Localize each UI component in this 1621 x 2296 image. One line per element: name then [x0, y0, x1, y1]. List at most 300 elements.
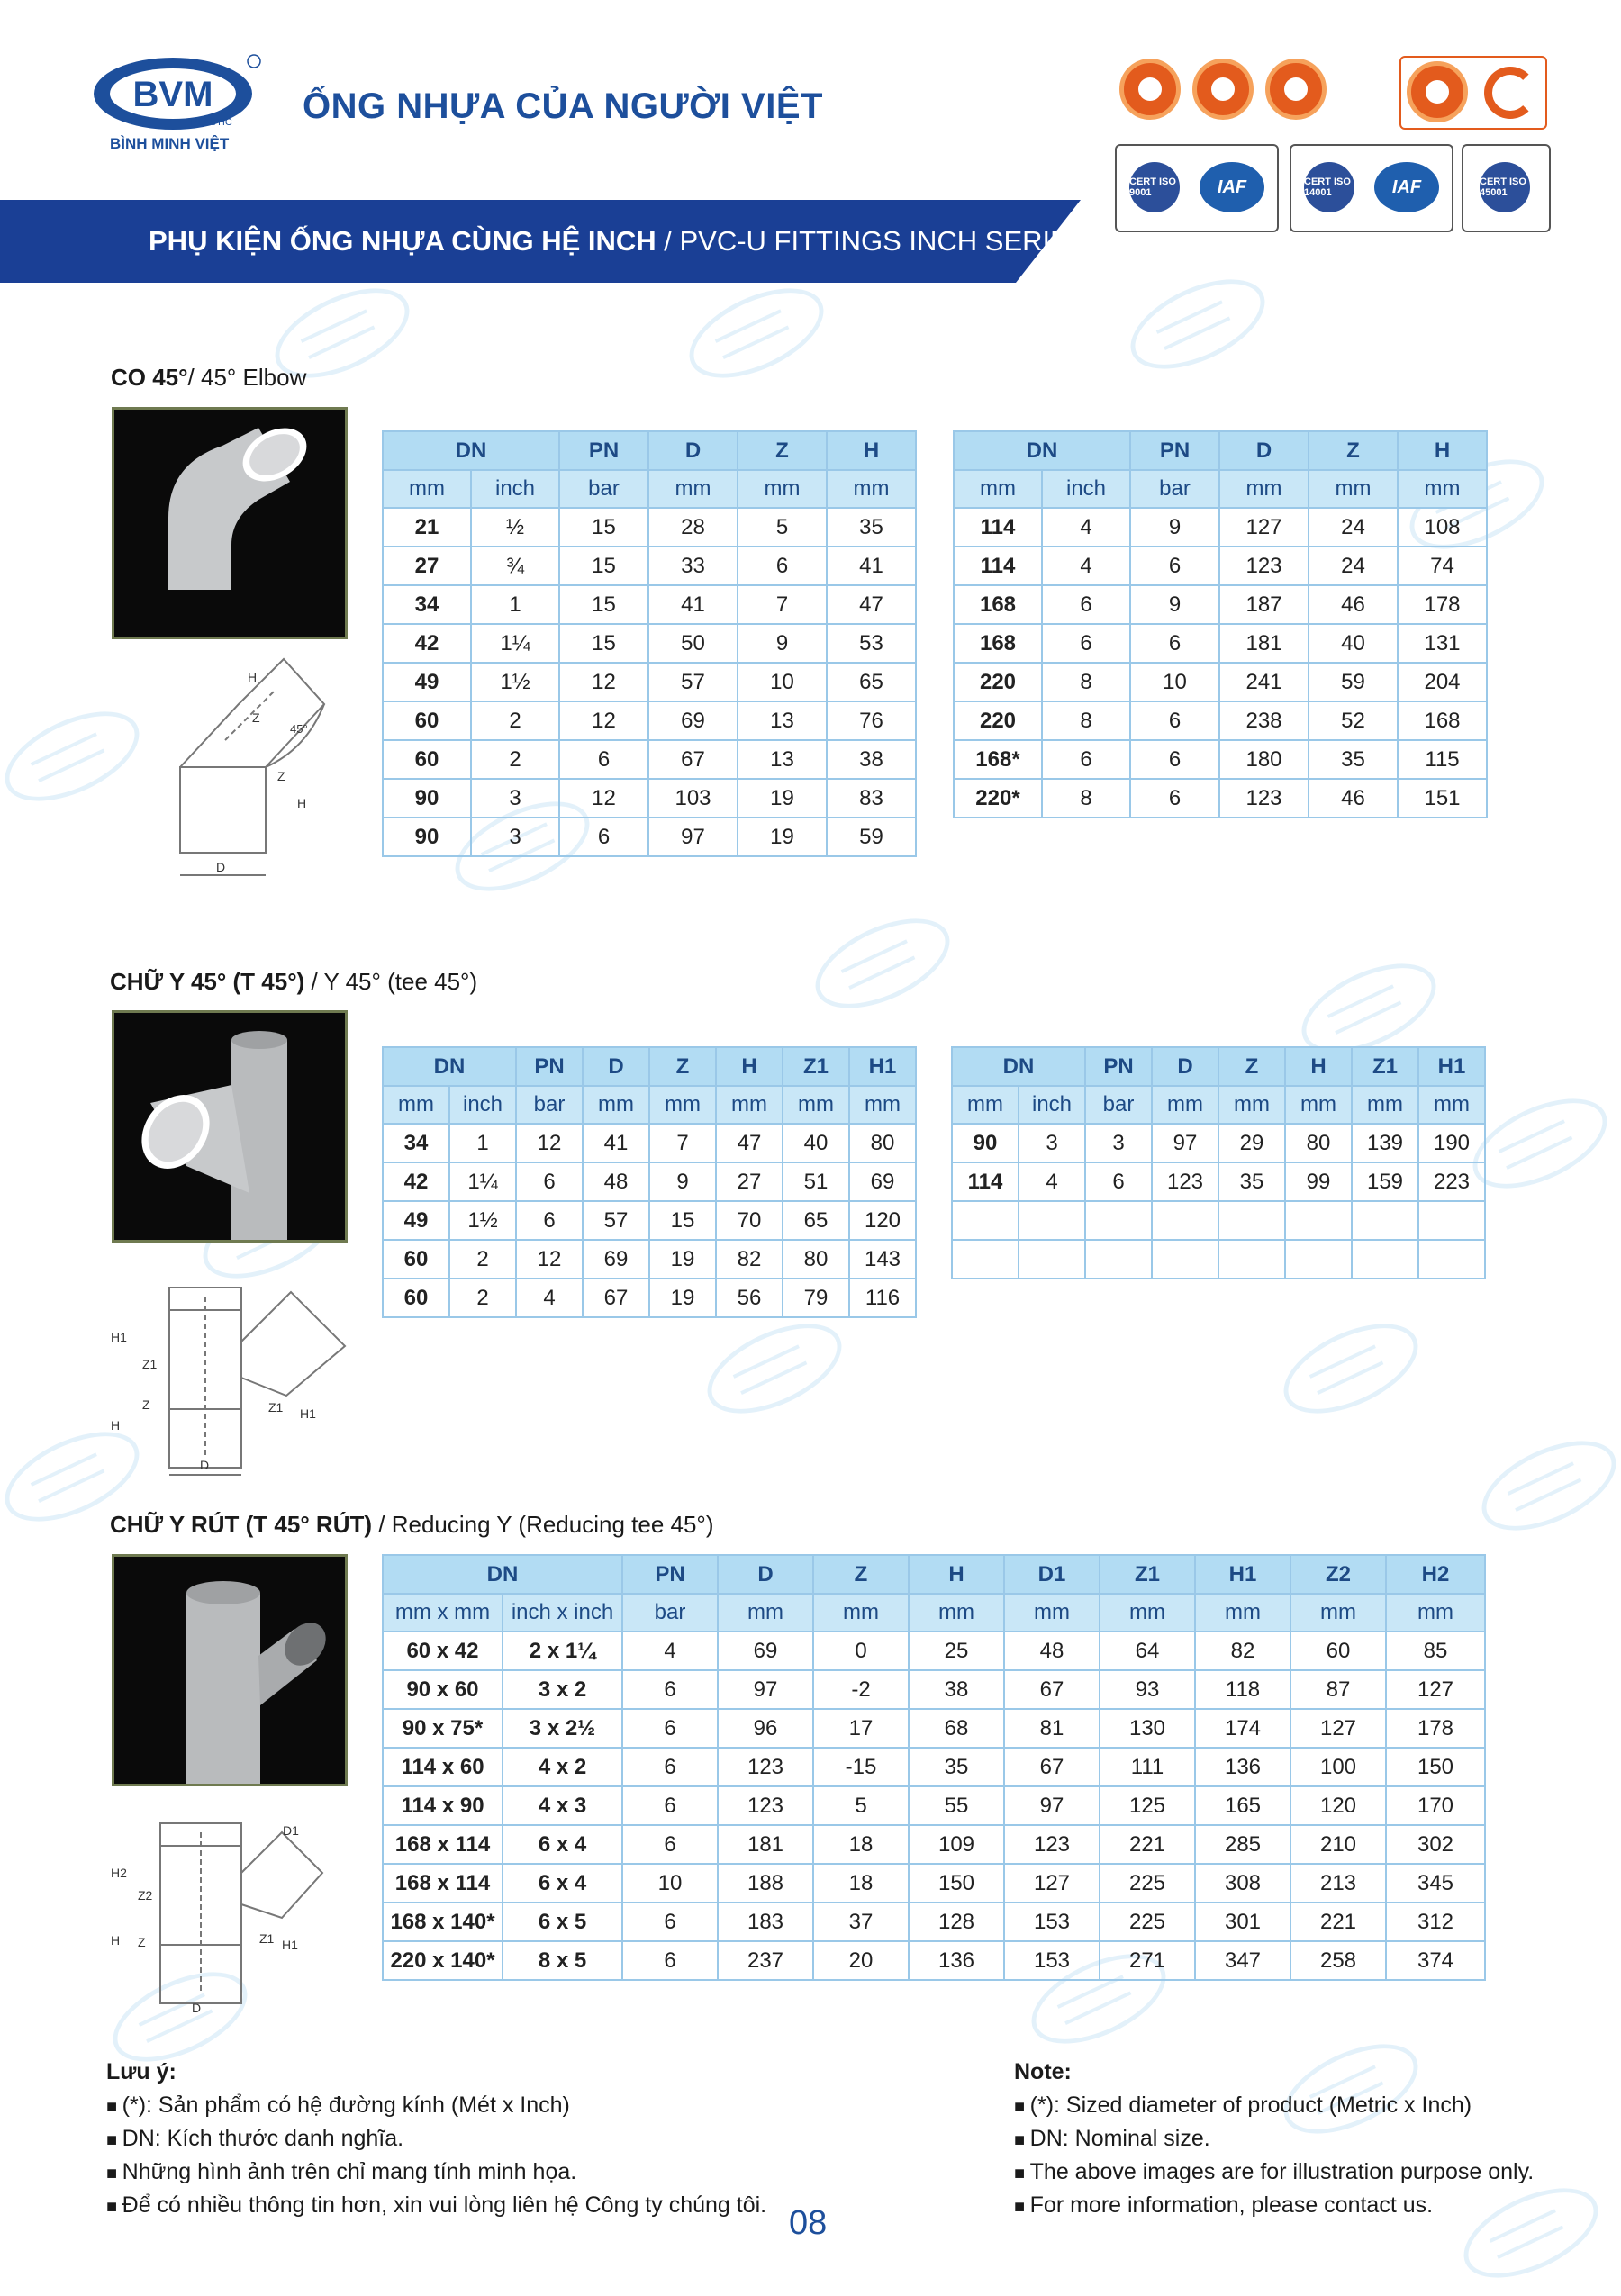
table-cell: 52 [1309, 701, 1398, 740]
table-cell: 120 [1290, 1786, 1386, 1825]
table-cell: 221 [1290, 1903, 1386, 1941]
table-cell: 150 [909, 1864, 1004, 1903]
table-row [383, 701, 916, 740]
table-cell: 69 [718, 1632, 813, 1670]
table-row [383, 624, 916, 663]
table-header-row: DN PN D Z H Z1 H1 [952, 1047, 1485, 1086]
table-cell: 10 [1130, 663, 1219, 701]
table-cell: 12 [559, 663, 648, 701]
table-cell: 48 [583, 1162, 649, 1201]
dim-h1-label-2: H1 [300, 1406, 316, 1421]
table-cell: 65 [783, 1201, 849, 1240]
table-cell: 9 [1130, 585, 1219, 624]
table-cell: 220 x 140* [383, 1941, 503, 1980]
table-cell: 2 x 1¼ [503, 1632, 622, 1670]
banner-title-en: / PVC-U FITTINGS INCH SERIES [656, 225, 1088, 257]
dim-angle-label: 45° [290, 722, 308, 736]
table-cell: 6 [622, 1903, 718, 1941]
table-cell: 165 [1195, 1786, 1290, 1825]
table-cell: 10 [738, 663, 827, 701]
table-cell: 4 [1042, 547, 1130, 585]
table-cell: 190 [1418, 1124, 1485, 1162]
table-cell [1352, 1201, 1418, 1240]
table-cell: 59 [1309, 663, 1398, 701]
reducing-title: CHỮ Y RÚT (T 45° RÚT) / Reducing Y (Reducing tee 45°) [110, 1511, 714, 1538]
dim-h2-label: H2 [111, 1866, 127, 1880]
table-cell: 151 [1398, 779, 1487, 818]
table-cell [1218, 1201, 1285, 1240]
table-row [383, 1825, 1485, 1864]
table-cell: 312 [1386, 1903, 1485, 1941]
table-cell: 80 [783, 1240, 849, 1279]
table-cell [1152, 1240, 1218, 1279]
table-cell: 1 [471, 585, 559, 624]
table-cell: 18 [813, 1864, 909, 1903]
ytee-left-body [383, 1124, 916, 1317]
notes-en [1014, 2056, 1590, 2223]
table-cell: 123 [718, 1748, 813, 1786]
table-unit-row: mm inch bar mm mm mm mm mm [952, 1086, 1485, 1124]
table-row [954, 508, 1487, 547]
table-cell: 18 [813, 1825, 909, 1864]
table-cell: 12 [559, 701, 648, 740]
ytee-photo [112, 1010, 348, 1243]
table-cell: 170 [1386, 1786, 1485, 1825]
table-cell: 136 [909, 1941, 1004, 1980]
iaf-logo-icon: IAF [1374, 162, 1439, 212]
table-header-row: DN PN D Z H [383, 431, 916, 470]
note-item: ■ (*): Sized diameter of product (Metric x Inch) [1014, 2090, 1590, 2123]
table-cell: 40 [783, 1124, 849, 1162]
dim-h1-label: H1 [111, 1330, 127, 1344]
table-cell: ¾ [471, 547, 559, 585]
table-cell: 100 [1290, 1748, 1386, 1786]
table-cell: 3 [471, 818, 559, 856]
table-cell: 153 [1004, 1903, 1100, 1941]
table-cell: 40 [1309, 624, 1398, 663]
table-cell: 6 [559, 818, 648, 856]
table-cell: 153 [1004, 1941, 1100, 1980]
table-cell: 159 [1352, 1162, 1418, 1201]
table-cell: 35 [1218, 1162, 1285, 1201]
table-cell: 69 [849, 1162, 916, 1201]
table-cell: 38 [909, 1670, 1004, 1709]
elbow-table-right [953, 430, 1488, 818]
table-cell: 2 [471, 701, 559, 740]
table-cell: 56 [716, 1279, 783, 1317]
table-row [954, 740, 1487, 779]
elbow-right-body [954, 508, 1487, 818]
table-cell: 4 [516, 1279, 583, 1317]
table-unit-row: mm x mm inch x inch bar mm mm mm mm mm mm mm mm [383, 1594, 1485, 1632]
dim-d-label: D [192, 2001, 202, 2015]
iso-vietnam-badge-icon [1192, 59, 1254, 120]
table-cell: 42 [383, 1162, 449, 1201]
note-item: ■ Để có nhiều thông tin hơn, xin vui lòng liên hệ Công ty chúng tôi. [106, 2190, 791, 2223]
notes-en-title: Note: [1014, 2059, 1072, 2084]
table-cell: 99 [1285, 1162, 1352, 1201]
table-cell: 150 [1386, 1748, 1485, 1786]
dim-z1-label-2: Z1 [268, 1400, 284, 1415]
table-cell: 65 [827, 663, 916, 701]
dim-h1-label: H1 [282, 1938, 298, 1952]
table-cell: 90 [383, 779, 471, 818]
table-cell: 9 [738, 624, 827, 663]
table-cell: ½ [471, 508, 559, 547]
table-cell [1418, 1201, 1485, 1240]
table-cell [1285, 1240, 1352, 1279]
ytee-title: CHỮ Y 45° (T 45°) / Y 45° (tee 45°) [110, 968, 478, 995]
table-cell: 6 [1042, 740, 1130, 779]
note-item: ■ DN: Kích thước danh nghĩa. [106, 2123, 791, 2156]
table-cell: 90 [952, 1124, 1019, 1162]
table-cell: 38 [827, 740, 916, 779]
table-cell: 9 [649, 1162, 716, 1201]
table-cell: 168 [1398, 701, 1487, 740]
table-cell: 64 [1100, 1632, 1195, 1670]
table-cell: 127 [1386, 1670, 1485, 1709]
table-cell: 68 [909, 1709, 1004, 1748]
table-row [954, 585, 1487, 624]
elbow-photo [112, 407, 348, 639]
table-cell: 220 [954, 663, 1042, 701]
table-cell: 258 [1290, 1941, 1386, 1980]
table-cell: 6 [1130, 779, 1219, 818]
table-row [954, 547, 1487, 585]
table-cell: 97 [1152, 1124, 1218, 1162]
table-cell: 49 [383, 1201, 449, 1240]
table-cell: 67 [1004, 1670, 1100, 1709]
table-cell: 128 [909, 1903, 1004, 1941]
table-cell: 168 x 114 [383, 1825, 503, 1864]
table-cell: 79 [783, 1279, 849, 1317]
slogan: ỐNG NHỰA CỦA NGƯỜI VIỆT [303, 86, 823, 126]
table-cell: 220* [954, 779, 1042, 818]
note-item: ■ (*): Sản phẩm có hệ đường kính (Mét x Inch) [106, 2090, 791, 2123]
table-cell: 6 [622, 1670, 718, 1709]
quality-mark-icon [1399, 56, 1547, 130]
table-cell: 4 x 2 [503, 1748, 622, 1786]
table-row [952, 1162, 1485, 1201]
table-cell: 10 [622, 1864, 718, 1903]
notes-vi-title: Lưu ý: [106, 2059, 177, 2084]
dim-z1-label: Z1 [259, 1931, 275, 1946]
note-item: ■ For more information, please contact us. [1014, 2190, 1590, 2223]
table-cell: 168 x 114 [383, 1864, 503, 1903]
reducing-body [383, 1632, 1485, 1980]
table-cell: 67 [583, 1279, 649, 1317]
ytee-table-left [382, 1046, 917, 1318]
ytee-table-right [951, 1046, 1486, 1279]
table-cell: 3 x 2 [503, 1670, 622, 1709]
table-cell: 60 [383, 1279, 449, 1317]
table-row [383, 585, 916, 624]
table-cell: 183 [718, 1903, 813, 1941]
table-row [952, 1240, 1485, 1279]
table-cell: 60 x 42 [383, 1632, 503, 1670]
table-cell: 374 [1386, 1941, 1485, 1980]
table-cell: 12 [516, 1240, 583, 1279]
table-cell: 6 x 4 [503, 1825, 622, 1864]
table-cell: 60 [383, 740, 471, 779]
table-cell: 6 [1130, 624, 1219, 663]
elbow-table-left [382, 430, 917, 857]
table-row [952, 1124, 1485, 1162]
table-cell: 19 [738, 818, 827, 856]
table-cell: 41 [583, 1124, 649, 1162]
table-cell: 20 [813, 1941, 909, 1980]
table-cell: 2 [449, 1279, 516, 1317]
table-row [954, 779, 1487, 818]
table-cell: 181 [718, 1825, 813, 1864]
table-cell: 13 [738, 740, 827, 779]
table-cell: 221 [1100, 1825, 1195, 1864]
table-cell: 115 [1398, 740, 1487, 779]
cert-seal-icon: CERT ISO 14001 [1304, 162, 1354, 212]
table-cell: 80 [1285, 1124, 1352, 1162]
table-cell: 178 [1386, 1709, 1485, 1748]
table-cell: 302 [1386, 1825, 1485, 1864]
table-cell: 6 [622, 1709, 718, 1748]
table-cell: 114 [952, 1162, 1019, 1201]
table-cell: 15 [559, 508, 648, 547]
table-cell: 6 [559, 740, 648, 779]
table-cell: 42 [383, 624, 471, 663]
table-cell: 7 [649, 1124, 716, 1162]
table-cell: 41 [648, 585, 738, 624]
table-cell: 25 [909, 1632, 1004, 1670]
table-cell: 27 [383, 547, 471, 585]
table-row [383, 547, 916, 585]
table-cell: 213 [1290, 1864, 1386, 1903]
table-cell: 67 [1004, 1748, 1100, 1786]
table-row [954, 701, 1487, 740]
table-cell: 97 [1004, 1786, 1100, 1825]
table-row [383, 1670, 1485, 1709]
cert-iso14001-box [1290, 144, 1453, 232]
table-cell: 6 [1130, 701, 1219, 740]
table-row [383, 1279, 916, 1317]
table-cell: 6 [622, 1825, 718, 1864]
table-cell: 24 [1309, 508, 1398, 547]
table-row [383, 1864, 1485, 1903]
table-cell: 123 [1219, 779, 1309, 818]
banner-title-vi: PHỤ KIỆN ỐNG NHỰA CÙNG HỆ INCH [149, 225, 657, 257]
elbow-diagram [126, 650, 342, 884]
table-row [383, 1709, 1485, 1748]
table-cell: 27 [716, 1162, 783, 1201]
table-header-row: DN PN D Z H Z1 H1 [383, 1047, 916, 1086]
table-cell: 90 [383, 818, 471, 856]
table-cell: 345 [1386, 1864, 1485, 1903]
table-cell: 15 [559, 624, 648, 663]
table-cell: 178 [1398, 585, 1487, 624]
table-cell: 271 [1100, 1941, 1195, 1980]
table-cell: 174 [1195, 1709, 1290, 1748]
table-cell: 82 [716, 1240, 783, 1279]
table-cell: 4 [1019, 1162, 1085, 1201]
table-cell: 0 [813, 1632, 909, 1670]
ytee-diagram [106, 1270, 358, 1486]
table-cell [1019, 1240, 1085, 1279]
dim-z-label: Z [138, 1935, 146, 1949]
table-cell: 123 [1219, 547, 1309, 585]
table-cell: 76 [827, 701, 916, 740]
table-cell: 204 [1398, 663, 1487, 701]
table-cell: 1¼ [449, 1162, 516, 1201]
table-cell: 6 [1130, 547, 1219, 585]
table-cell: 237 [718, 1941, 813, 1980]
logo-sub: PLASTIC [191, 117, 232, 128]
table-row [952, 1201, 1485, 1240]
table-cell: 8 [1042, 701, 1130, 740]
table-cell: 5 [738, 508, 827, 547]
table-row [383, 818, 916, 856]
table-cell: 6 x 5 [503, 1903, 622, 1941]
table-cell: 48 [1004, 1632, 1100, 1670]
table-cell: 109 [909, 1825, 1004, 1864]
table-cell: 6 x 4 [503, 1864, 622, 1903]
table-cell: 9 [1130, 508, 1219, 547]
dim-h-label-2: H [297, 796, 307, 810]
table-cell: 57 [583, 1201, 649, 1240]
table-cell: 6 [1042, 624, 1130, 663]
table-cell: 6 [1130, 740, 1219, 779]
table-cell: 108 [1398, 508, 1487, 547]
note-item: ■ The above images are for illustration purpose only. [1014, 2156, 1590, 2190]
table-cell: 225 [1100, 1864, 1195, 1903]
table-cell: 123 [1152, 1162, 1218, 1201]
table-cell: 4 [622, 1632, 718, 1670]
table-row [383, 1240, 916, 1279]
table-cell: 96 [718, 1709, 813, 1748]
table-cell: 34 [383, 585, 471, 624]
table-cell: 168 x 140* [383, 1903, 503, 1941]
reducing-diagram [106, 1810, 358, 2017]
table-row [383, 1903, 1485, 1941]
table-cell: 114 x 90 [383, 1786, 503, 1825]
table-cell: 35 [827, 508, 916, 547]
table-cell: 50 [648, 624, 738, 663]
brand-logo [90, 52, 261, 153]
table-row [383, 1124, 916, 1162]
table-cell: 55 [909, 1786, 1004, 1825]
table-cell: 6 [1042, 585, 1130, 624]
table-cell: 143 [849, 1240, 916, 1279]
brand-name: BÌNH MINH VIỆT [110, 135, 230, 152]
table-row [383, 1632, 1485, 1670]
table-cell: 21 [383, 508, 471, 547]
table-cell: 114 [954, 508, 1042, 547]
table-cell: 60 [1290, 1632, 1386, 1670]
table-cell: 35 [1309, 740, 1398, 779]
table-cell: 111 [1100, 1748, 1195, 1786]
table-cell: 123 [1004, 1825, 1100, 1864]
table-cell: 127 [1004, 1864, 1100, 1903]
table-cell [1218, 1240, 1285, 1279]
table-cell: 34 [383, 1124, 449, 1162]
table-cell: 347 [1195, 1941, 1290, 1980]
table-cell: 6 [622, 1786, 718, 1825]
table-cell: 49 [383, 663, 471, 701]
table-cell: 59 [827, 818, 916, 856]
table-cell: 114 x 60 [383, 1748, 503, 1786]
dim-z1-label: Z1 [142, 1357, 158, 1371]
table-cell: 6 [516, 1201, 583, 1240]
table-cell: 37 [813, 1903, 909, 1941]
table-cell: 238 [1219, 701, 1309, 740]
table-row [383, 779, 916, 818]
table-cell: 301 [1195, 1903, 1290, 1941]
table-cell: 19 [738, 779, 827, 818]
cert-seal-icon: CERT ISO 9001 [1129, 162, 1180, 212]
table-cell: 28 [648, 508, 738, 547]
table-cell: 60 [383, 701, 471, 740]
table-cell: 69 [583, 1240, 649, 1279]
table-cell: 60 [383, 1240, 449, 1279]
banner-title [149, 225, 1087, 258]
table-unit-row: mm inch bar mm mm mm [383, 470, 916, 508]
iso-vietnam-badge-icon-2 [1265, 59, 1327, 120]
table-row [954, 624, 1487, 663]
table-cell: 225 [1100, 1903, 1195, 1941]
table-cell: 131 [1398, 624, 1487, 663]
table-cell: 125 [1100, 1786, 1195, 1825]
table-cell: 116 [849, 1279, 916, 1317]
table-cell: 90 x 60 [383, 1670, 503, 1709]
table-cell: 187 [1219, 585, 1309, 624]
table-header-row: DN PN D Z H [954, 431, 1487, 470]
table-cell: 3 [1019, 1124, 1085, 1162]
elbow-title: CO 45°/ 45° Elbow [111, 364, 307, 391]
dim-h-label: H [248, 670, 258, 684]
table-cell: 6 [738, 547, 827, 585]
table-cell: 41 [827, 547, 916, 585]
note-item: ■ DN: Nominal size. [1014, 2123, 1590, 2156]
table-unit-row: mm inch bar mm mm mm mm mm [383, 1086, 916, 1124]
table-cell: 47 [716, 1124, 783, 1162]
notes-vi [106, 2056, 791, 2223]
table-cell: 82 [1195, 1632, 1290, 1670]
table-cell: 83 [827, 779, 916, 818]
dim-h-label: H [111, 1418, 121, 1433]
table-cell: 308 [1195, 1864, 1290, 1903]
table-cell [1085, 1240, 1152, 1279]
table-cell: 46 [1309, 779, 1398, 818]
table-cell: 80 [849, 1124, 916, 1162]
note-item: ■ Những hình ảnh trên chỉ mang tính minh họa. [106, 2156, 791, 2190]
table-cell: 241 [1219, 663, 1309, 701]
table-cell: 3 [471, 779, 559, 818]
dim-z-label: Z [142, 1397, 150, 1412]
table-cell: 4 [1042, 508, 1130, 547]
elbow-left-body [383, 508, 916, 856]
table-cell [952, 1201, 1019, 1240]
tcvn-badge-icon [1119, 59, 1181, 120]
table-cell [1152, 1201, 1218, 1240]
svg-text:BVM: BVM [132, 75, 213, 114]
dim-z2-label: Z2 [138, 1888, 153, 1903]
table-cell: 2 [471, 740, 559, 779]
table-row [383, 508, 916, 547]
table-cell: 6 [622, 1748, 718, 1786]
table-cell: 223 [1418, 1162, 1485, 1201]
table-cell: 97 [718, 1670, 813, 1709]
table-row [383, 1201, 916, 1240]
table-cell [1285, 1201, 1352, 1240]
table-cell: 220 [954, 701, 1042, 740]
table-cell: 123 [718, 1786, 813, 1825]
